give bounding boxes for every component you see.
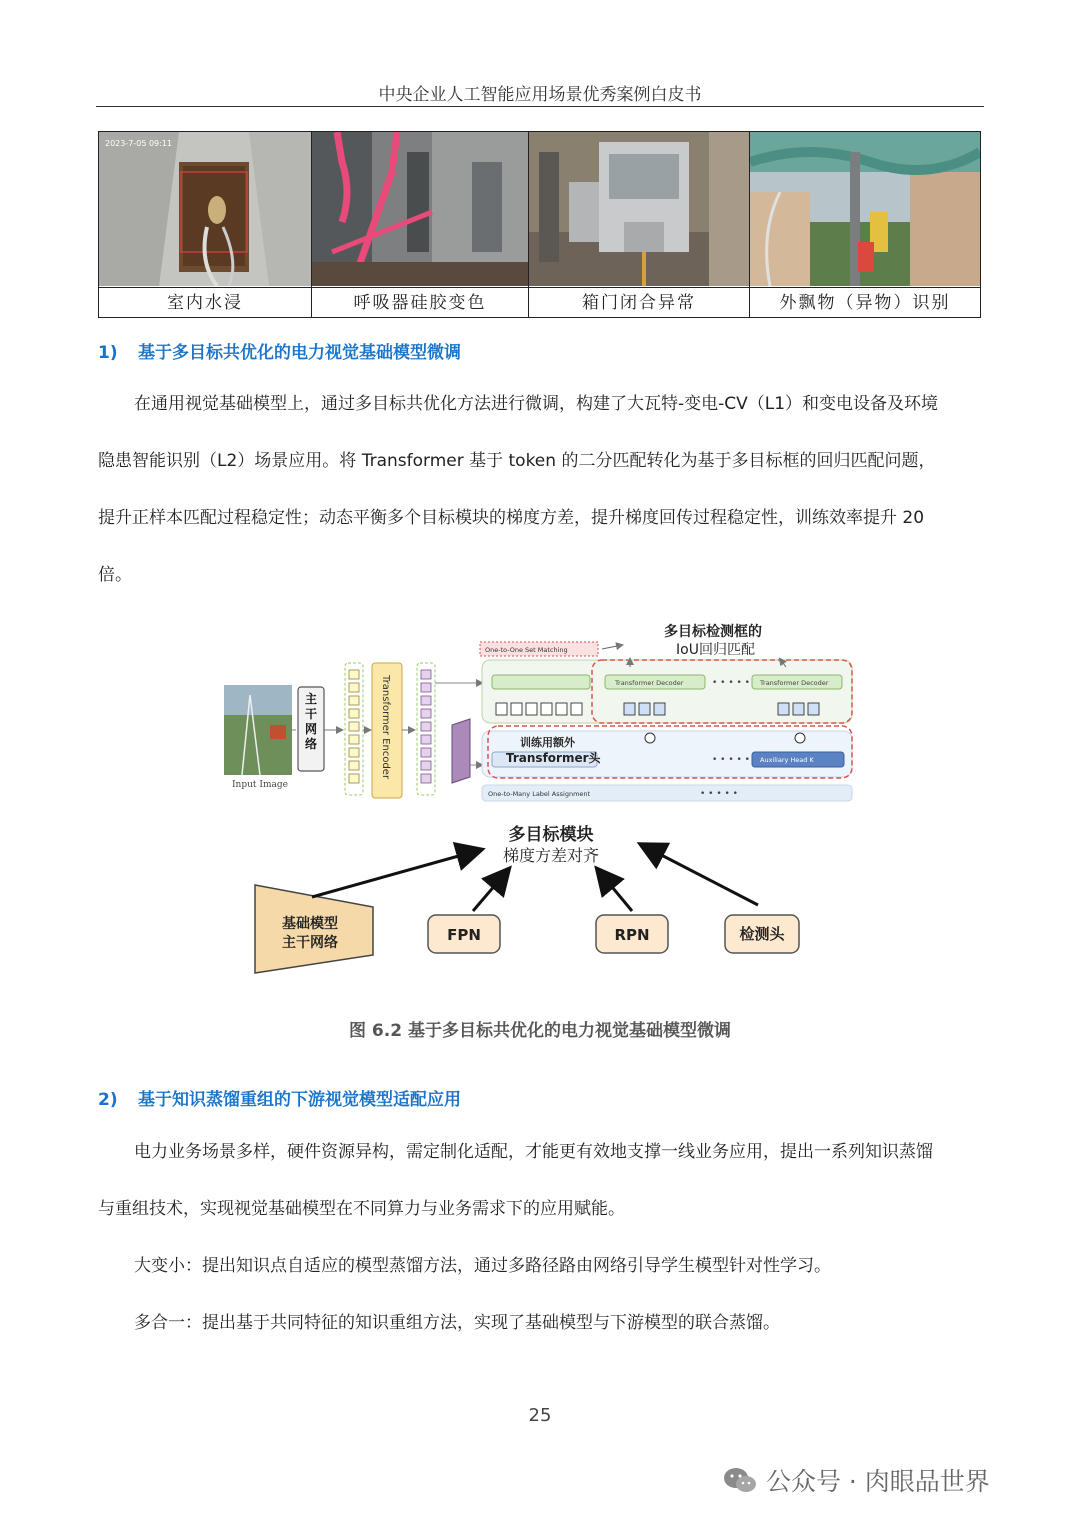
section-2-heading — [98, 1085, 461, 1110]
caption-cabinet-door: 箱门闭合异常 — [529, 287, 749, 318]
paragraph-line: 多合一：提出基于共同特征的知识重组方法，实现了基础模型与下游模型的联合蒸馏。 — [134, 1313, 780, 1333]
header-divider — [96, 106, 984, 107]
watermark-text: 公众号 · 肉眼品世界 — [765, 1467, 990, 1496]
arrow-fpn — [473, 870, 508, 911]
iou-subtitle: IoU回归匹配 — [676, 642, 755, 658]
photo-table — [98, 131, 981, 318]
photo-indoor-flooding — [99, 132, 311, 286]
base-model-line1: 基础模型 — [282, 916, 338, 932]
paragraph-line: 电力业务场景多样，硬件资源异构，需定制化适配，才能更有效地支撑一线业务应用，提出一系列知识蒸馏 — [134, 1142, 933, 1162]
transformer-decoder-k-label: Transformer Decoder — [760, 679, 829, 687]
document-header-title: 中央企业人工智能应用场景优秀案例白皮书 — [378, 85, 702, 105]
photo-breather-silica — [312, 132, 528, 286]
base-model-line2: 主干网络 — [282, 935, 338, 951]
photo-floating-object — [750, 132, 980, 286]
arrow-base-model — [312, 850, 480, 897]
paragraph-line: 大变小：提出知识点自适应的模型蒸馏方法，通过多路径路由网络引导学生模型针对性学习。 — [134, 1256, 831, 1276]
plus-node-k — [795, 733, 805, 743]
ellipsis-dots-3: • • • • • — [700, 789, 738, 799]
arrow-det-head — [642, 845, 758, 905]
section-2-paragraph — [98, 1124, 982, 1352]
photo-cell-breather — [312, 132, 529, 317]
ellipsis-dots: • • • • • — [712, 678, 750, 688]
section-1-title: 基于多目标共优化的电力视觉基础模型微调 — [138, 343, 461, 363]
arrow-rpn — [598, 870, 632, 911]
caption-floating-object: 外飘物（异物）识别 — [750, 287, 980, 318]
backbone-label: 主干网络 — [304, 692, 318, 751]
photo-cell-foreign-object — [750, 132, 980, 317]
transformer-encoder-label: Transformer Encoder — [380, 675, 391, 780]
section-2-title: 基于知识蒸馏重组的下游视觉模型适配应用 — [138, 1090, 461, 1110]
photo-timestamp: 2023-7-05 09:11 — [105, 139, 172, 148]
section-2-number: 2) — [98, 1090, 118, 1110]
ellipsis-dots-2: • • • • • — [712, 755, 750, 765]
section-1-paragraph — [98, 376, 982, 604]
figure-caption: 图 6.2 基于多目标共优化的电力视觉基础模型微调 — [349, 1021, 731, 1041]
caption-indoor-flooding: 室内水浸 — [99, 287, 311, 318]
watermark — [722, 1462, 1052, 1502]
paragraph-line: 倍。 — [98, 565, 132, 585]
wechat-icon — [722, 1465, 758, 1495]
page-number: 25 — [528, 1405, 552, 1426]
align-subtitle: 梯度方差对齐 — [502, 846, 600, 865]
rpn-label: RPN — [614, 926, 650, 944]
paragraph-line: 与重组技术，实现视觉基础模型在不同算力与业务需求下的应用赋能。 — [98, 1199, 625, 1219]
section-1-heading — [98, 338, 461, 363]
transformer-decoder-1 — [492, 675, 590, 689]
one-to-one-label: One-to-One Set Matching — [485, 646, 568, 654]
aux-head-k-label: Auxiliary Head K — [760, 756, 814, 764]
align-title: 多目标模块 — [508, 825, 594, 845]
plus-node-1 — [645, 733, 655, 743]
one-to-many-label: One-to-Many Label Assignment — [488, 790, 591, 798]
figure-diagram — [220, 615, 860, 980]
caption-breather-silica: 呼吸器硅胶变色 — [312, 287, 528, 318]
iou-title: 多目标检测框的 — [664, 624, 762, 640]
projection-block — [452, 719, 470, 783]
extra-head-label-line1: 训练用额外 — [520, 736, 575, 749]
fpn-label: FPN — [447, 926, 481, 944]
input-image-label: Input Image — [232, 780, 288, 790]
photo-cell-water — [99, 132, 312, 317]
paragraph-line: 隐患智能识别（L2）场景应用。将 Transformer 基于 token 的二分匹配转化为基于多目标框的回归匹配问题， — [98, 451, 936, 471]
photo-cabinet-door — [529, 132, 749, 286]
paragraph-line: 在通用视觉基础模型上，通过多目标共优化方法进行微调，构建了大瓦特-变电-CV（L1）和变电设备及环境 — [134, 394, 939, 414]
det-head-label: 检测头 — [739, 925, 785, 943]
paragraph-line: 提升正样本匹配过程稳定性；动态平衡多个目标模块的梯度方差，提升梯度回传过程稳定性，训练效率提升 20 — [98, 508, 925, 528]
transformer-decoder-2-label: Transformer Decoder — [615, 679, 684, 687]
section-1-number: 1) — [98, 343, 118, 363]
extra-head-label-line2: Transformer头 — [506, 751, 601, 765]
photo-cell-cabinet — [529, 132, 750, 317]
input-image — [224, 685, 292, 775]
